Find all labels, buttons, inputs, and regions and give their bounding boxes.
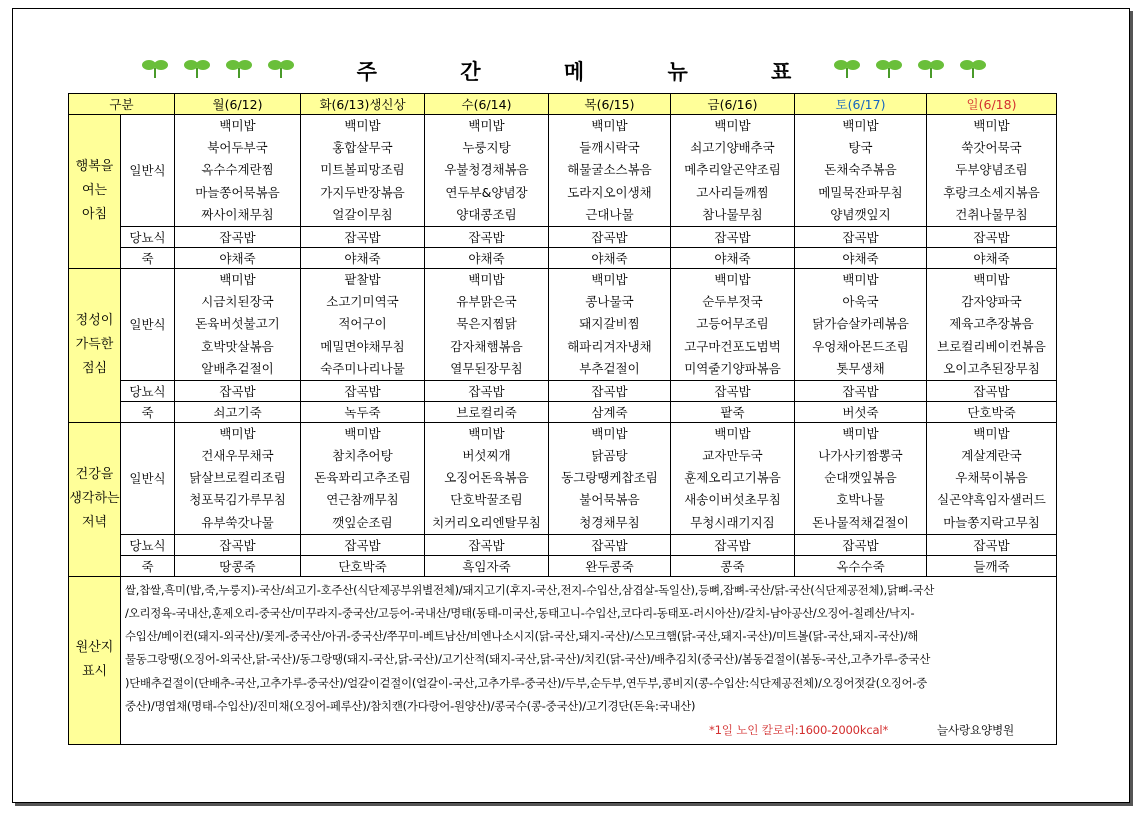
diabetic-menu-mon: 잡곡밥 — [175, 380, 301, 401]
meal-name-line: 가득한 — [75, 337, 114, 353]
porridge-menu-sat: 옥수수죽 — [795, 555, 927, 576]
regular-menu-sun — [927, 115, 1057, 227]
day-header-sun: 일(6/18) — [927, 94, 1057, 115]
dish-item: 백미밥 — [842, 271, 879, 287]
diabetic-menu-sun: 잡곡밥 — [927, 226, 1057, 247]
dish-item: 우엉채아몬드조림 — [812, 338, 909, 354]
dish-item: 고등어무조림 — [696, 316, 769, 332]
diabetic-label: 당뇨식 — [121, 380, 175, 401]
dish-item: 숙주미나리나물 — [320, 360, 405, 376]
porridge-menu-sun: 야채죽 — [927, 247, 1057, 268]
porridge-menu-tue: 녹두죽 — [301, 401, 425, 422]
dish-item: 건취나물무침 — [955, 206, 1028, 222]
dish-item: 소고기미역국 — [326, 294, 399, 310]
dish-item: 옥수수계란찜 — [201, 162, 274, 178]
dish-item: 버섯찌개 — [462, 448, 511, 464]
diabetic-menu-fri: 잡곡밥 — [671, 226, 795, 247]
meal-name-line: 생각하는 — [69, 491, 120, 507]
dish-item: 부추겉절이 — [579, 360, 640, 376]
diabetic-menu-wed: 잡곡밥 — [425, 226, 549, 247]
dish-item: 묵은지찜닭 — [456, 316, 517, 332]
dish-item: 쇠고기양배추국 — [690, 140, 775, 156]
dish-item: 돈채숙주볶음 — [824, 162, 897, 178]
origin-line: )단배추겉절이(단배추-국산,고추가루-중국산)/얼갈이겉절이(얼갈이-국산,고추가루-중국산)/두부,순두부,연두부,콩비지(콩-수입산:식단제공전체)/오징어젓갈(오징어-중 — [125, 675, 928, 690]
meal-name — [69, 115, 121, 269]
page-title: 주 간 메 뉴 표 — [356, 60, 830, 84]
dish-item: 근대나물 — [585, 206, 634, 222]
dish-item: 백미밥 — [973, 118, 1010, 133]
dish-item: 제육고추장볶음 — [949, 316, 1034, 332]
diabetic-menu-wed: 잡곡밥 — [425, 534, 549, 555]
regular-menu-sun — [927, 268, 1057, 380]
meal-row-porridge — [69, 247, 1057, 268]
regular-menu-wed — [425, 268, 549, 380]
day-header-mon: 월(6/12) — [175, 94, 301, 115]
dish-item: 백미밥 — [714, 271, 751, 287]
regular-menu-wed — [425, 422, 549, 534]
meal-row-diabetic — [69, 380, 1057, 401]
dish-item: 북어두부국 — [207, 140, 268, 156]
regular-menu-fri — [671, 268, 795, 380]
porridge-menu-fri: 콩죽 — [671, 555, 795, 576]
porridge-menu-sun: 들깨죽 — [927, 555, 1057, 576]
dish-item: 닭살브로컬리조림 — [189, 470, 286, 486]
dish-item: 새송이버섯초무침 — [684, 492, 781, 508]
diabetic-menu-mon: 잡곡밥 — [175, 226, 301, 247]
day-header-wed: 수(6/14) — [425, 94, 549, 115]
diabetic-menu-mon: 잡곡밥 — [175, 534, 301, 555]
origin-line: 수입산/베이컨(돼지-외국산)/꽃게-중국산/아귀-중국산/쭈꾸미-베트남산/비엔나소시지(닭-국산,돼지-국산)/스모크햄(닭-국산,돼지-국산)/미트볼(닭-국산,돼지-국산)/해 — [125, 629, 919, 644]
meal-row-regular — [69, 422, 1057, 534]
diabetic-menu-wed: 잡곡밥 — [425, 380, 549, 401]
dish-item: 백미밥 — [714, 425, 751, 441]
dish-item: 백미밥 — [714, 118, 751, 133]
dish-item: 청경채무침 — [579, 514, 640, 530]
dish-item: 들깨시락국 — [579, 140, 640, 156]
meal-name — [69, 422, 121, 576]
regular-menu-sat — [795, 268, 927, 380]
porridge-menu-tue: 단호박죽 — [301, 555, 425, 576]
dish-item: 닭곰탕 — [591, 448, 628, 464]
dish-item: 백미밥 — [344, 425, 381, 441]
porridge-menu-sun: 단호박죽 — [927, 401, 1057, 422]
dish-item: 유부맑은국 — [456, 294, 517, 310]
dish-item: 교자만두국 — [702, 448, 763, 464]
regular-label: 일반식 — [121, 115, 175, 227]
regular-menu-fri — [671, 115, 795, 227]
diabetic-menu-sat: 잡곡밥 — [795, 380, 927, 401]
dish-item: 해파리겨자냉채 — [567, 338, 652, 354]
origin-label-line: 표시 — [81, 664, 108, 680]
meal-row-porridge — [69, 555, 1057, 576]
regular-menu-sat — [795, 422, 927, 534]
dish-item: 두부양념조림 — [955, 162, 1028, 178]
dish-item: 후랑크소세지볶음 — [943, 184, 1040, 200]
dish-item: 나가사키짬뽕국 — [818, 448, 903, 464]
dish-item: 고사리들깨찜 — [696, 184, 769, 200]
dish-item: 톳무생채 — [836, 360, 885, 376]
day-header-tue: 화(6/13)생신상 — [301, 94, 425, 115]
diabetic-menu-sun: 잡곡밥 — [927, 380, 1057, 401]
dish-item: 백미밥 — [973, 425, 1010, 441]
porridge-label: 죽 — [121, 555, 175, 576]
meal-row-diabetic — [69, 226, 1057, 247]
dish-item: 도라지오이생채 — [567, 184, 652, 200]
regular-label: 일반식 — [121, 268, 175, 380]
porridge-menu-tue: 야채죽 — [301, 247, 425, 268]
meal-name-line: 아침 — [81, 207, 108, 223]
regular-menu-thu — [549, 115, 671, 227]
porridge-label: 죽 — [121, 401, 175, 422]
diabetic-menu-tue: 잡곡밥 — [301, 380, 425, 401]
diabetic-menu-tue: 잡곡밥 — [301, 226, 425, 247]
meal-name-line: 정성이 — [75, 313, 114, 329]
dish-item: 건새우무채국 — [201, 448, 274, 464]
dish-item: 닭가슴살카레볶음 — [812, 316, 909, 332]
porridge-menu-mon: 쇠고기죽 — [175, 401, 301, 422]
dish-item: 양념깻잎지 — [830, 206, 891, 222]
diabetic-menu-thu: 잡곡밥 — [549, 380, 671, 401]
dish-item: 양대콩조림 — [456, 206, 517, 222]
porridge-label: 죽 — [121, 247, 175, 268]
dish-item: 백미밥 — [591, 118, 628, 133]
diabetic-menu-sun: 잡곡밥 — [927, 534, 1057, 555]
regular-menu-mon — [175, 115, 301, 227]
dish-item: 백미밥 — [468, 425, 505, 441]
porridge-menu-wed: 야채죽 — [425, 247, 549, 268]
meal-name-line: 여는 — [81, 183, 108, 199]
dish-item: 메밀면야채무침 — [320, 338, 405, 354]
regular-menu-thu — [549, 422, 671, 534]
origin-label — [69, 576, 121, 744]
origin-line: 중산)/명엽채(명태-수입산)/진미채(오징어-페루산)/참치캔(가다랑어-원양산)/콩국수(콩-중국산)/고기경단(돈육:국내산) — [125, 698, 696, 713]
dish-item: 팥찰밥 — [344, 271, 381, 287]
diabetic-menu-fri: 잡곡밥 — [671, 380, 795, 401]
dish-item: 백미밥 — [219, 118, 256, 133]
dish-item: 시금치된장국 — [201, 294, 274, 310]
dish-item: 열무된장무침 — [450, 360, 523, 376]
regular-menu-tue — [301, 115, 425, 227]
dish-item: 백미밥 — [219, 271, 256, 287]
diabetic-menu-thu: 잡곡밥 — [549, 226, 671, 247]
dish-item: 깻잎순조림 — [332, 514, 393, 530]
origin-line: /오리정육-국내산,훈제오리-중국산/미꾸라지-중국산/고등어-국내산/명태(동태-미국산,동태고니-수입산,코다리-동태포-러시아산)/갈치-남아공산/오징어-칠레산/낙지- — [125, 606, 915, 621]
dish-item: 마늘쫑어묵볶음 — [195, 184, 280, 200]
regular-label: 일반식 — [121, 422, 175, 534]
dish-item: 돈육버섯불고기 — [195, 316, 280, 332]
origin-label-line: 원산지 — [75, 640, 114, 656]
porridge-menu-thu: 야채죽 — [549, 247, 671, 268]
dish-item: 치커리오리엔탈무침 — [432, 514, 541, 530]
regular-menu-tue — [301, 422, 425, 534]
diabetic-label: 당뇨식 — [121, 534, 175, 555]
dish-item: 호박맛살볶음 — [201, 338, 274, 354]
dish-item: 미트볼피망조림 — [320, 162, 405, 178]
porridge-menu-mon: 땅콩죽 — [175, 555, 301, 576]
porridge-menu-wed: 브로컬리죽 — [425, 401, 549, 422]
dish-item: 백미밥 — [842, 425, 879, 441]
dish-item: 호박나물 — [836, 492, 885, 508]
category-header: 구분 — [69, 94, 175, 115]
dish-item: 우불청경채볶음 — [444, 162, 529, 178]
calorie-note: *1일 노인 칼로리:1600-2000kcal* — [709, 723, 889, 738]
dish-item: 짜사이채무침 — [201, 206, 274, 222]
regular-menu-mon — [175, 422, 301, 534]
diabetic-menu-sat: 잡곡밥 — [795, 534, 927, 555]
weekly-menu-table — [68, 93, 1057, 745]
dish-item: 누룽지탕 — [462, 140, 511, 156]
porridge-menu-sat: 야채죽 — [795, 247, 927, 268]
dish-item: 해물굴소스볶음 — [567, 162, 652, 178]
origin-line: 물동그랑땡(오징어-외국산,닭-국산)/동그랑땡(돼지-국산,닭-국산)/고기산적(돼지-국산,닭-국산)/치킨(닭-국산)/배추김치(중국산)/봄동겉절이(봄동-국산,고추가루-중국산 — [125, 652, 931, 667]
dish-item: 참치추어탕 — [332, 448, 393, 464]
dish-item: 불어묵볶음 — [579, 492, 640, 508]
porridge-menu-sat: 버섯죽 — [795, 401, 927, 422]
dish-item: 감자채햄볶음 — [450, 338, 523, 354]
porridge-menu-fri: 팥죽 — [671, 401, 795, 422]
dish-item: 콩나물국 — [585, 294, 634, 310]
origin-text — [121, 576, 1057, 744]
dish-item: 메추리알곤약조림 — [684, 162, 781, 178]
dish-item: 참나물무침 — [702, 206, 763, 222]
meal-name — [69, 268, 121, 422]
diabetic-menu-sat: 잡곡밥 — [795, 226, 927, 247]
day-header-fri: 금(6/16) — [671, 94, 795, 115]
diabetic-menu-fri: 잡곡밥 — [671, 534, 795, 555]
dish-item: 감자양파국 — [961, 294, 1022, 310]
meal-row-regular — [69, 268, 1057, 380]
dish-item: 백미밥 — [973, 271, 1010, 287]
meal-name-line: 행복을 — [75, 159, 114, 175]
porridge-menu-thu: 완두콩죽 — [549, 555, 671, 576]
meal-row-diabetic — [69, 534, 1057, 555]
dish-item: 연두부&양념장 — [445, 184, 528, 200]
day-header-thu: 목(6/15) — [549, 94, 671, 115]
dish-item: 가지두반장볶음 — [320, 184, 405, 200]
dish-item: 돼지갈비찜 — [579, 316, 640, 332]
origin-line: 쌀,찹쌀,흑미(밥,죽,누룽지)-국산/쇠고기-호주산(식단제공부위별전체)/돼지고기(후지-국산,전지-수입산,삼겹살-독일산),등뼈,잡뼈-국산/닭-국산(식단제공전체),닭뼈-국산 — [125, 582, 935, 597]
regular-menu-sun — [927, 422, 1057, 534]
dish-item: 쑥갓어묵국 — [961, 140, 1022, 156]
meal-name-line: 건강을 — [75, 467, 114, 483]
dish-item: 백미밥 — [591, 271, 628, 287]
dish-item: 돈육꽈리고추조림 — [314, 470, 411, 486]
dish-item: 백미밥 — [344, 118, 381, 133]
dish-item: 백미밥 — [591, 425, 628, 441]
dish-item: 고구마건포도범벅 — [684, 338, 781, 354]
origin-row — [69, 576, 1057, 744]
dish-item: 무청시래기지짐 — [690, 514, 775, 530]
meal-row-porridge — [69, 401, 1057, 422]
diabetic-menu-tue: 잡곡밥 — [301, 534, 425, 555]
diabetic-menu-thu: 잡곡밥 — [549, 534, 671, 555]
diabetic-label: 당뇨식 — [121, 226, 175, 247]
dish-item: 우채묵이볶음 — [955, 470, 1028, 486]
dish-item: 미역줄기양파볶음 — [684, 360, 781, 376]
dish-item: 청포묵김가루무침 — [189, 492, 286, 508]
dish-item: 실곤약흑임자샐러드 — [937, 492, 1046, 508]
dish-item: 적어구이 — [338, 316, 387, 332]
regular-menu-tue — [301, 268, 425, 380]
dish-item: 얼갈이무침 — [332, 206, 393, 222]
regular-menu-wed — [425, 115, 549, 227]
dish-item: 백미밥 — [219, 425, 256, 441]
dish-item: 유부쑥갓나물 — [201, 514, 274, 530]
regular-menu-sat — [795, 115, 927, 227]
porridge-menu-fri: 야채죽 — [671, 247, 795, 268]
dish-item: 아욱국 — [842, 294, 879, 310]
dish-item: 홍합살무국 — [332, 140, 393, 156]
dish-item: 탕국 — [848, 140, 873, 156]
dish-item: 백미밥 — [468, 271, 505, 287]
meal-name-line: 저녁 — [81, 515, 108, 531]
dish-item: 백미밥 — [842, 118, 879, 133]
dish-item: 오징어돈육볶음 — [444, 470, 529, 486]
dish-item: 돈나물적채겉절이 — [812, 514, 909, 530]
hospital-name: 늘사랑요양병원 — [937, 723, 1014, 738]
regular-menu-thu — [549, 268, 671, 380]
regular-menu-fri — [671, 422, 795, 534]
dish-item: 순대깻잎볶음 — [824, 470, 897, 486]
dish-item: 단호박꿀조림 — [450, 492, 523, 508]
dish-item: 알배추겉절이 — [201, 360, 274, 376]
porridge-menu-wed: 흑임자죽 — [425, 555, 549, 576]
origin-footer — [125, 718, 1052, 742]
dish-item: 오이고추된장무침 — [943, 360, 1040, 376]
dish-item: 브로컬리베이컨볶음 — [937, 338, 1046, 354]
regular-menu-mon — [175, 268, 301, 380]
dish-item: 계살계란국 — [961, 448, 1022, 464]
dish-item: 훈제오리고기볶음 — [684, 470, 781, 486]
day-header-sat: 토(6/17) — [795, 94, 927, 115]
dish-item: 마늘쫑지락고무침 — [943, 514, 1040, 530]
meal-name-line: 점심 — [81, 361, 108, 377]
meal-row-regular — [69, 115, 1057, 227]
porridge-menu-thu: 삼계죽 — [549, 401, 671, 422]
header-row — [69, 94, 1057, 115]
dish-item: 순두부젓국 — [702, 294, 763, 310]
dish-item: 백미밥 — [468, 118, 505, 133]
dish-item: 연근참깨무침 — [326, 492, 399, 508]
dish-item: 메밀묵잔파무침 — [818, 184, 903, 200]
porridge-menu-mon: 야채죽 — [175, 247, 301, 268]
dish-item: 동그랑땡케찹조림 — [561, 470, 658, 486]
